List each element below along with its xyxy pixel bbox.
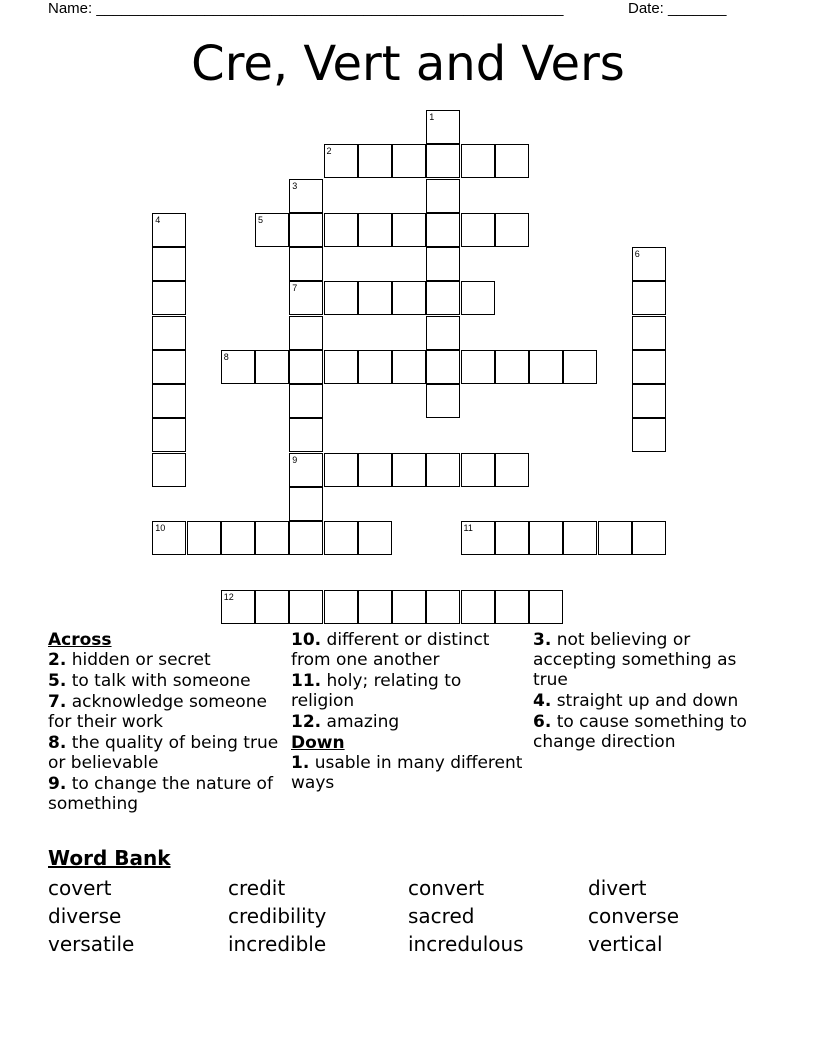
crossword-cell[interactable] — [152, 213, 186, 247]
crossword-cell[interactable] — [255, 590, 289, 624]
clue-number: 3 — [292, 180, 298, 191]
date-field-label: Date: _______ — [628, 0, 727, 17]
crossword-cell[interactable] — [495, 213, 529, 247]
clue-number: 5 — [258, 214, 264, 225]
word-bank-item: covert — [48, 876, 112, 900]
word-bank-item: converse — [588, 904, 679, 928]
name-field-label: Name: ________________________________________________________ — [48, 0, 564, 17]
crossword-cell[interactable] — [495, 590, 529, 624]
crossword-cell[interactable] — [426, 213, 460, 247]
clues-column-2 — [291, 630, 523, 794]
crossword-cell[interactable] — [152, 521, 186, 555]
crossword-cell[interactable] — [358, 281, 392, 315]
clue-across-7: 7. acknowledge someone for their work — [48, 692, 267, 732]
crossword-cell[interactable] — [289, 281, 323, 315]
crossword-cell[interactable] — [289, 179, 323, 213]
clue-across-8: 8. the quality of being true or believable — [48, 733, 279, 773]
clue-number: 12 — [223, 591, 234, 602]
crossword-cell[interactable] — [221, 590, 255, 624]
crossword-cell[interactable] — [221, 521, 255, 555]
crossword-cell[interactable] — [152, 247, 186, 281]
crossword-cell[interactable] — [221, 350, 255, 384]
crossword-cell[interactable] — [358, 213, 392, 247]
crossword-cell[interactable] — [289, 487, 323, 521]
clue-down-4: 4. straight up and down — [533, 691, 739, 711]
crossword-cell[interactable] — [632, 281, 666, 315]
crossword-cell[interactable] — [426, 350, 460, 384]
crossword-cell[interactable] — [289, 521, 323, 555]
clue-across-5: 5. to talk with someone — [48, 671, 251, 691]
crossword-cell[interactable] — [632, 384, 666, 418]
crossword-cell[interactable] — [598, 521, 632, 555]
crossword-cell[interactable] — [152, 316, 186, 350]
crossword-cell[interactable] — [289, 350, 323, 384]
crossword-cell[interactable] — [495, 453, 529, 487]
crossword-cell[interactable] — [461, 590, 495, 624]
crossword-cell[interactable] — [152, 453, 186, 487]
crossword-cell[interactable] — [392, 144, 426, 178]
crossword-cell[interactable] — [495, 521, 529, 555]
crossword-cell[interactable] — [461, 453, 495, 487]
crossword-cell[interactable] — [289, 590, 323, 624]
crossword-cell[interactable] — [358, 350, 392, 384]
crossword-cell[interactable] — [529, 521, 563, 555]
crossword-cell[interactable] — [358, 144, 392, 178]
crossword-cell[interactable] — [324, 590, 358, 624]
crossword-cell[interactable] — [289, 418, 323, 452]
clue-number: 11 — [463, 523, 473, 533]
crossword-cell[interactable] — [289, 453, 323, 487]
crossword-cell[interactable] — [426, 590, 460, 624]
crossword-cell[interactable] — [187, 521, 221, 555]
crossword-cell[interactable] — [461, 144, 495, 178]
word-bank-item: diverse — [48, 904, 122, 928]
crossword-cell[interactable] — [324, 213, 358, 247]
crossword-cell[interactable] — [426, 144, 460, 178]
crossword-cell[interactable] — [461, 213, 495, 247]
word-bank-item: vertical — [588, 932, 663, 956]
crossword-cell[interactable] — [324, 453, 358, 487]
clue-number: 9 — [292, 454, 298, 465]
clue-across-10: 10. different or distinct from one another — [291, 630, 490, 670]
crossword-cell[interactable] — [495, 350, 529, 384]
crossword-cell[interactable] — [152, 281, 186, 315]
crossword-cell[interactable] — [392, 350, 426, 384]
crossword-cell[interactable] — [324, 144, 358, 178]
crossword-cell[interactable] — [426, 247, 460, 281]
clue-number: 6 — [634, 249, 640, 259]
crossword-cell[interactable] — [426, 453, 460, 487]
crossword-cell[interactable] — [632, 418, 666, 452]
crossword-cell[interactable] — [324, 521, 358, 555]
clue-across-11: 11. holy; relating to religion — [291, 671, 462, 711]
clue-number: 2 — [326, 146, 332, 157]
crossword-cell[interactable] — [563, 350, 597, 384]
crossword-cell[interactable] — [632, 247, 666, 281]
crossword-cell[interactable] — [358, 590, 392, 624]
clue-down-6: 6. to cause something to change direction — [533, 712, 747, 752]
crossword-cell[interactable] — [289, 384, 323, 418]
crossword-cell[interactable] — [358, 521, 392, 555]
word-bank-item: incredulous — [408, 932, 524, 956]
crossword-cell[interactable] — [632, 521, 666, 555]
crossword-cell[interactable] — [358, 453, 392, 487]
clues-column-3 — [533, 630, 765, 753]
crossword-cell[interactable] — [289, 213, 323, 247]
crossword-cell[interactable] — [255, 521, 289, 555]
crossword-cell[interactable] — [255, 213, 289, 247]
word-bank-item: divert — [588, 876, 647, 900]
crossword-cell[interactable] — [529, 590, 563, 624]
crossword-cell[interactable] — [461, 281, 495, 315]
crossword-cell[interactable] — [289, 247, 323, 281]
crossword-cell[interactable] — [529, 350, 563, 384]
clue-number: 4 — [155, 214, 161, 225]
crossword-cell[interactable] — [426, 384, 460, 418]
across-heading: Across — [48, 630, 112, 650]
crossword-cell[interactable] — [152, 418, 186, 452]
clue-down-1: 1. usable in many different ways — [291, 753, 523, 793]
crossword-cell[interactable] — [426, 281, 460, 315]
crossword-cell[interactable] — [426, 179, 460, 213]
crossword-cell[interactable] — [392, 590, 426, 624]
crossword-cell[interactable] — [324, 281, 358, 315]
crossword-cell[interactable] — [324, 350, 358, 384]
crossword-cell[interactable] — [632, 316, 666, 350]
clue-number: 10 — [155, 523, 166, 533]
crossword-cell[interactable] — [392, 281, 426, 315]
crossword-cell[interactable] — [152, 384, 186, 418]
clue-across-12: 12. amazing — [291, 712, 400, 732]
clue-number: 8 — [223, 351, 229, 362]
clue-across-9: 9. to change the nature of something — [48, 774, 273, 814]
crossword-cell[interactable] — [392, 213, 426, 247]
crossword-cell[interactable] — [426, 316, 460, 350]
clue-across-2: 2. hidden or secret — [48, 650, 211, 670]
clue-number: 1 — [429, 112, 435, 122]
crossword-cell[interactable] — [461, 350, 495, 384]
down-heading: Down — [291, 733, 345, 753]
crossword-cell[interactable] — [461, 521, 495, 555]
word-bank-item: credibility — [228, 904, 327, 928]
clue-number: 7 — [292, 283, 298, 294]
crossword-cell[interactable] — [426, 110, 460, 144]
word-bank-item: sacred — [408, 904, 475, 928]
crossword-cell[interactable] — [632, 350, 666, 384]
word-bank-item: credit — [228, 876, 286, 900]
crossword-cell[interactable] — [289, 316, 323, 350]
crossword-cell[interactable] — [255, 350, 289, 384]
crossword-cell[interactable] — [495, 144, 529, 178]
clue-down-3: 3. not believing or accepting something as true — [533, 630, 737, 690]
clues-column-1 — [48, 630, 280, 815]
crossword-cell[interactable] — [152, 350, 186, 384]
word-bank-item: convert — [408, 876, 485, 900]
page-title: Cre, Vert and Vers — [191, 36, 625, 92]
word-bank-title: Word Bank — [48, 846, 171, 870]
crossword-cell[interactable] — [563, 521, 597, 555]
crossword-cell[interactable] — [392, 453, 426, 487]
word-bank-item: incredible — [228, 932, 327, 956]
word-bank-item: versatile — [48, 932, 135, 956]
